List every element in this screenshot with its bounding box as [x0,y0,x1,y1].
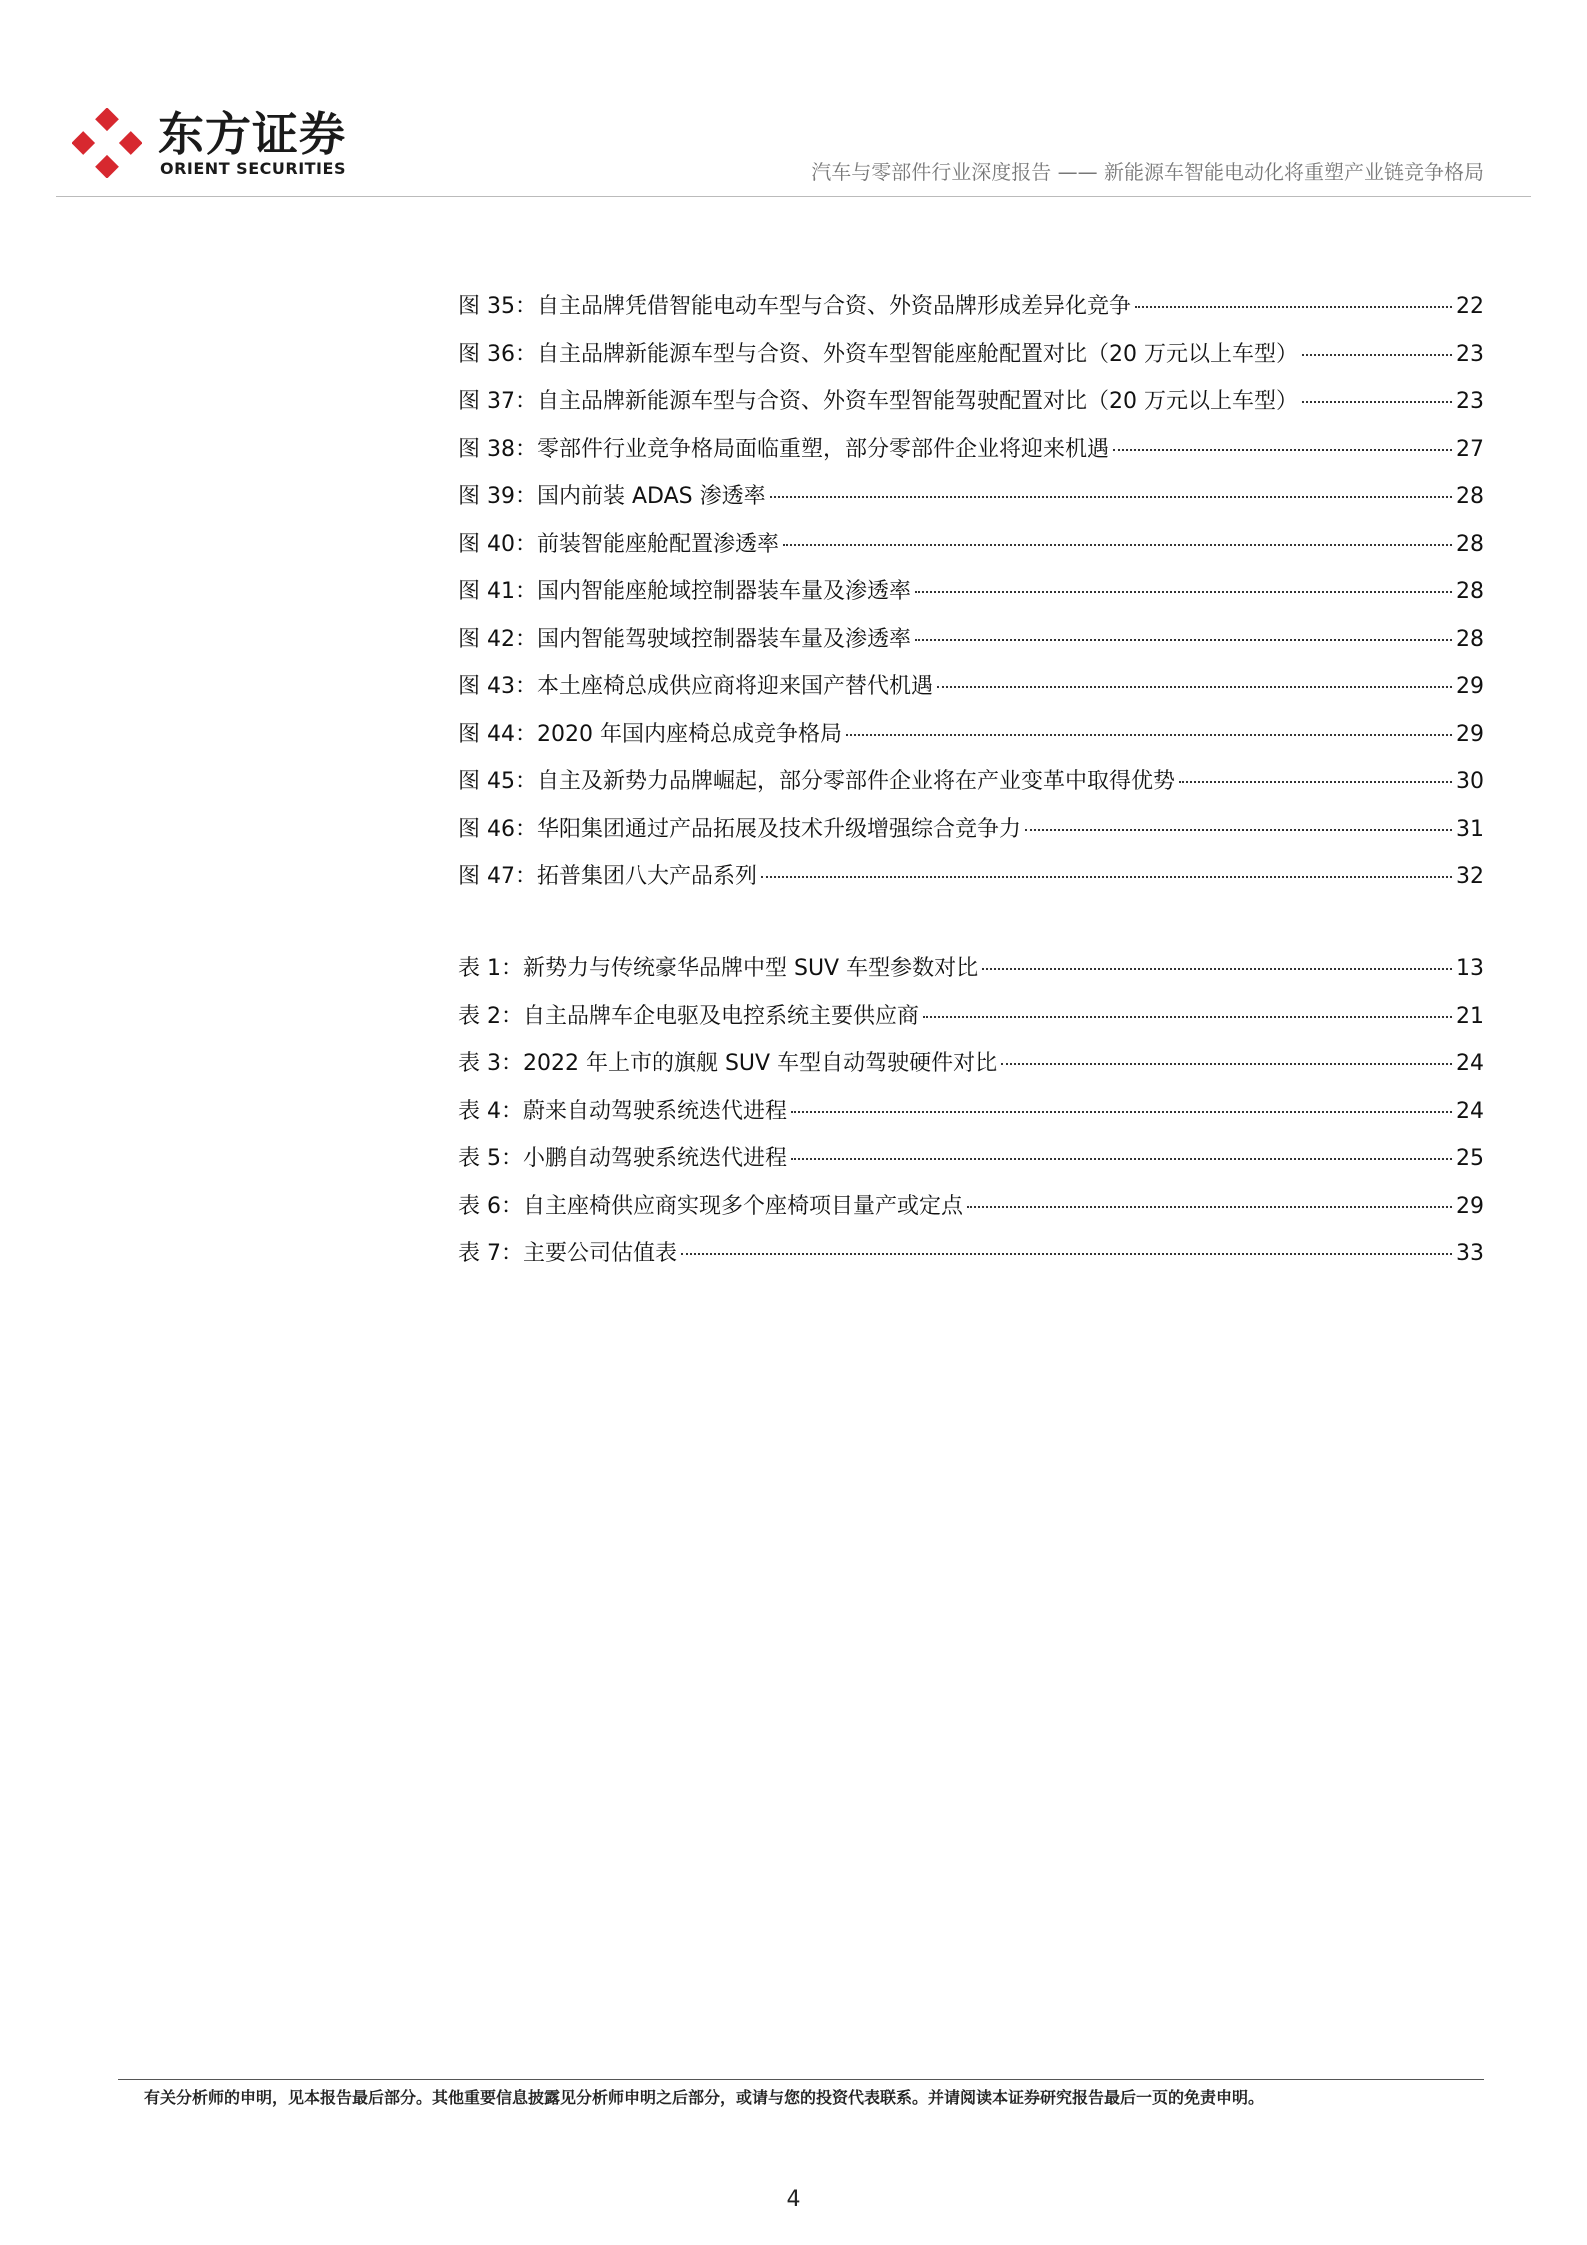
toc-entry-figure-35[interactable] [458,292,1484,340]
toc-entry-page: 33 [1456,1241,1484,1266]
toc-entry-figure-46[interactable] [458,815,1484,863]
diamond-cross-logo-icon [72,108,142,178]
toc-entry-label: 图 37：自主品牌新能源车型与合资、外资车型智能驾驶配置对比（20 万元以上车型） [458,389,1298,414]
toc-entry-figure-45[interactable] [458,767,1484,815]
toc-entry-label: 表 1：新势力与传统豪华品牌中型 SUV 车型参数对比 [458,956,979,981]
toc-entry-label: 图 43：本土座椅总成供应商将迎来国产替代机遇 [458,674,933,699]
toc-entry-table-7[interactable] [458,1239,1484,1287]
toc-entry-label: 图 41：国内智能座舱域控制器装车量及渗透率 [458,579,911,604]
dot-leader [967,1206,1452,1208]
dot-leader [915,591,1452,593]
toc-entry-page: 30 [1456,769,1484,794]
toc-entry-label: 表 4：蔚来自动驾驶系统迭代进程 [458,1098,787,1124]
toc-entry-table-6[interactable] [458,1192,1484,1240]
toc-entry-page: 23 [1456,341,1484,367]
toc-entry-page: 29 [1456,674,1484,699]
dot-leader [1302,401,1452,403]
dot-leader [1113,449,1452,451]
toc-entry-page: 28 [1456,531,1484,557]
toc-entry-label: 图 35：自主品牌凭借智能电动车型与合资、外资品牌形成差异化竞争 [458,294,1131,319]
toc-entry-label: 图 46：华阳集团通过产品拓展及技术升级增强综合竞争力 [458,816,1021,842]
dot-leader [1302,354,1452,356]
toc-entry-label: 表 6：自主座椅供应商实现多个座椅项目量产或定点 [458,1193,963,1219]
brand-name-cn: 东方证券 [158,107,346,161]
toc-entry-figure-47[interactable] [458,862,1484,910]
figure-list [458,292,1484,910]
dot-leader [681,1253,1452,1255]
toc-entry-label: 图 47：拓普集团八大产品系列 [458,864,757,889]
toc-entry-page: 29 [1456,721,1484,747]
toc-entry-figure-42[interactable] [458,625,1484,673]
disclaimer-text: 有关分析师的申明，见本报告最后部分。其他重要信息披露见分析师申明之后部分，或请与您的投资代表联系。并请阅读本证券研究报告最后一页的免责申明。 [144,2088,1265,2107]
dot-leader [982,968,1452,970]
toc-entry-figure-38[interactable] [458,435,1484,483]
toc-entry-label: 表 7：主要公司估值表 [458,1241,677,1266]
toc-entry-page: 28 [1456,484,1484,509]
toc-entry-label: 图 40：前装智能座舱配置渗透率 [458,531,779,557]
toc-entry-page: 13 [1456,956,1484,981]
dot-leader [846,734,1452,736]
dot-leader [761,876,1452,878]
toc-entry-page: 29 [1456,1193,1484,1219]
dot-leader [937,686,1452,688]
toc-entry-page: 23 [1456,389,1484,414]
toc-entry-figure-43[interactable] [458,672,1484,720]
toc-entry-page: 24 [1456,1098,1484,1124]
toc-entry-page: 28 [1456,579,1484,604]
toc-entry-label: 图 44：2020 年国内座椅总成竞争格局 [458,721,842,747]
toc-entry-figure-37[interactable] [458,387,1484,435]
toc-entry-table-4[interactable] [458,1097,1484,1145]
toc-entry-page: 24 [1456,1051,1484,1076]
toc-entry-label: 表 3：2022 年上市的旗舰 SUV 车型自动驾驶硬件对比 [458,1051,998,1076]
toc-entry-label: 图 36：自主品牌新能源车型与合资、外资车型智能座舱配置对比（20 万元以上车型） [458,341,1298,367]
table-list [458,954,1484,1287]
brand-name-en: ORIENT SECURITIES [160,159,346,178]
toc-entry-table-5[interactable] [458,1144,1484,1192]
dot-leader [783,544,1452,546]
toc-entry-page: 21 [1456,1003,1484,1029]
dot-leader [1135,306,1452,308]
header-divider [56,196,1531,197]
toc-entry-table-1[interactable] [458,954,1484,1002]
report-title: 汽车与零部件行业深度报告 —— 新能源车智能电动化将重塑产业链竞争格局 [811,160,1484,184]
dot-leader [791,1111,1452,1113]
toc-entry-page: 28 [1456,626,1484,652]
toc-entry-figure-44[interactable] [458,720,1484,768]
toc-entry-label: 图 42：国内智能驾驶域控制器装车量及渗透率 [458,626,911,652]
toc-entry-table-2[interactable] [458,1002,1484,1050]
dot-leader [1025,829,1452,831]
dot-leader [770,496,1452,498]
toc-entry-page: 27 [1456,436,1484,462]
footer-divider [118,2079,1484,2080]
dot-leader [1179,781,1452,783]
toc-entry-label: 图 38：零部件行业竞争格局面临重塑，部分零部件企业将迎来机遇 [458,436,1109,462]
toc-entry-page: 22 [1456,294,1484,319]
toc-entry-figure-41[interactable] [458,577,1484,625]
toc-entry-figure-40[interactable] [458,530,1484,578]
toc-entry-label: 图 39：国内前装 ADAS 渗透率 [458,484,766,509]
toc-entry-label: 表 5：小鹏自动驾驶系统迭代进程 [458,1146,787,1171]
toc-entry-page: 32 [1456,864,1484,889]
toc-entry-page: 25 [1456,1146,1484,1171]
toc-entry-label: 图 45：自主及新势力品牌崛起，部分零部件企业将在产业变革中取得优势 [458,769,1175,794]
toc-entry-table-3[interactable] [458,1049,1484,1097]
dot-leader [1001,1063,1452,1065]
page-number: 4 [786,2187,801,2212]
toc-entry-page: 31 [1456,816,1484,842]
dot-leader [791,1158,1452,1160]
toc-entry-figure-39[interactable] [458,482,1484,530]
dot-leader [923,1016,1452,1018]
toc-entry-label: 表 2：自主品牌车企电驱及电控系统主要供应商 [458,1003,919,1029]
toc-entry-figure-36[interactable] [458,340,1484,388]
dot-leader [915,639,1452,641]
